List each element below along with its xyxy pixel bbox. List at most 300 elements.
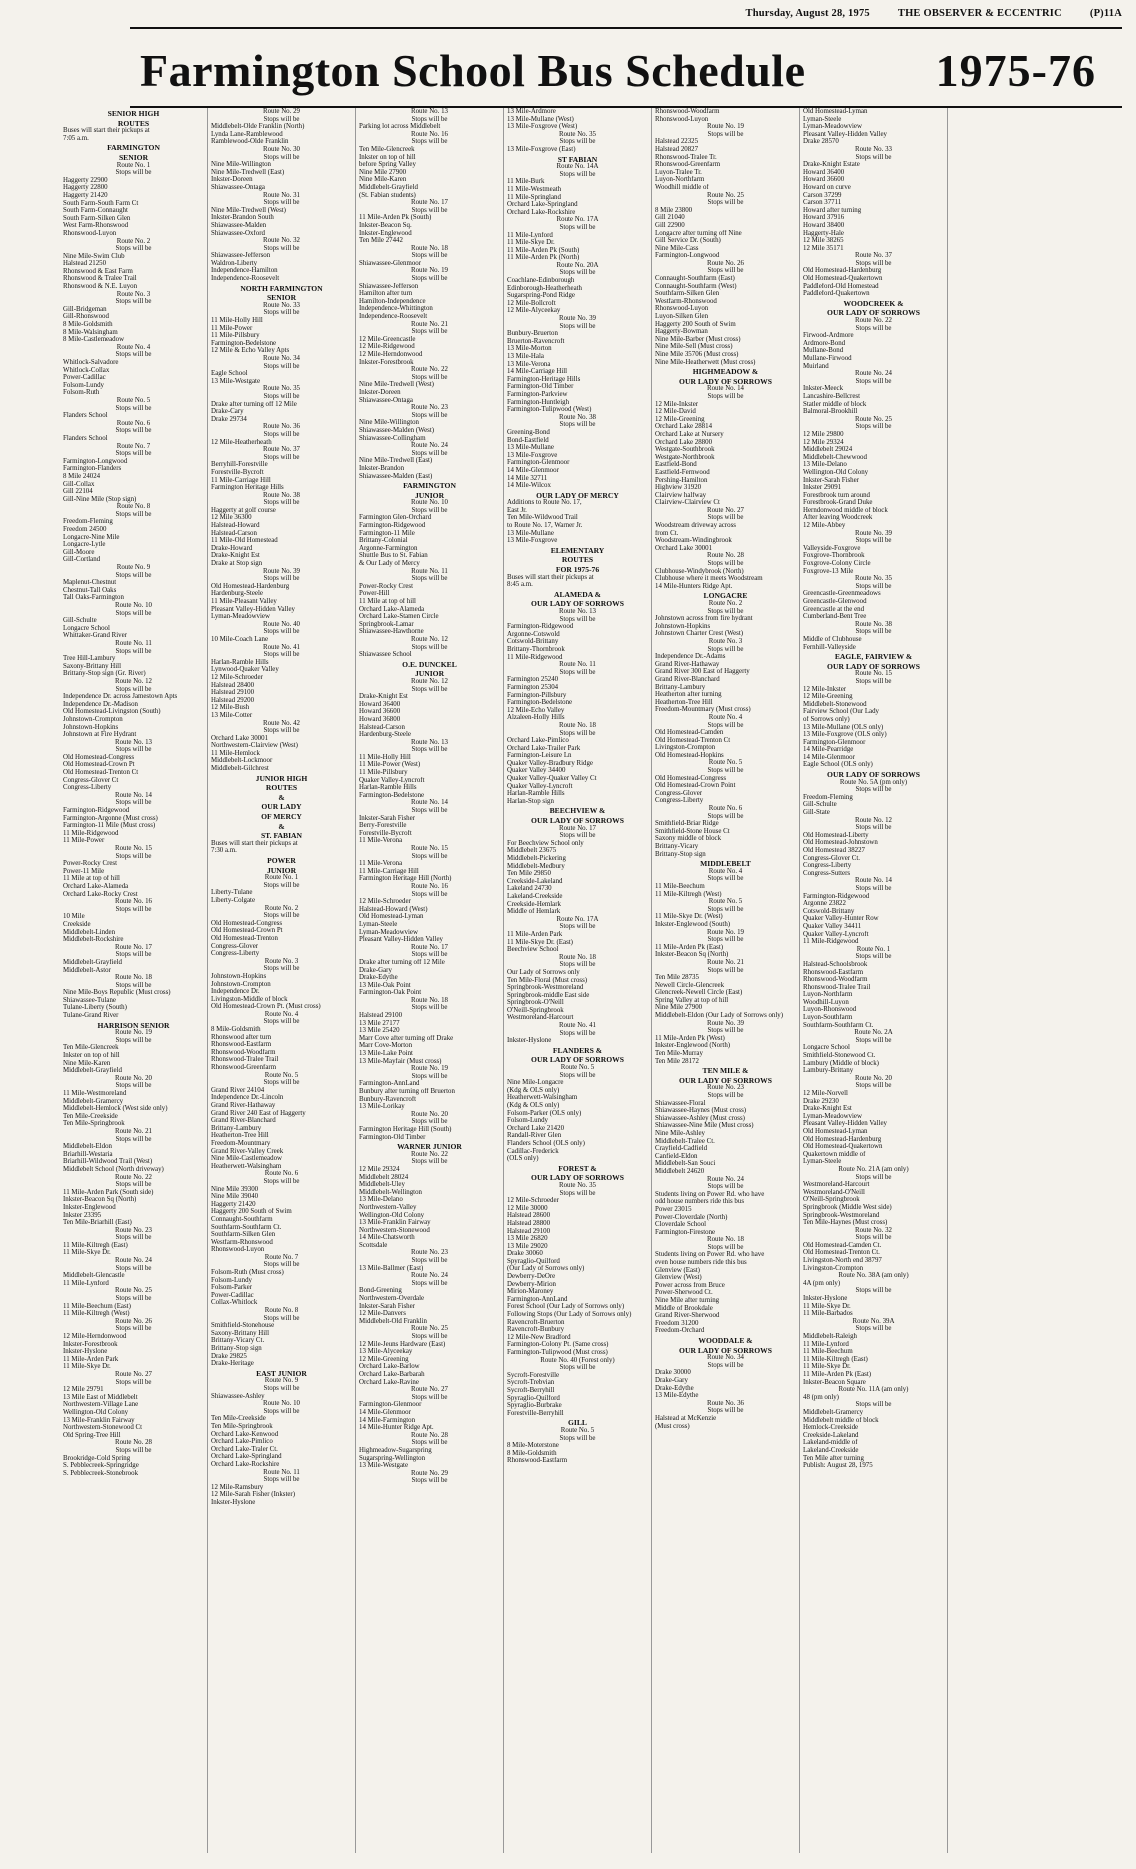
section-heading: TEN MILE & — [702, 1067, 749, 1075]
route-number: Route No. 36 — [707, 1399, 744, 1407]
stop-entry: 12 Mile-Greening — [359, 1355, 409, 1363]
stop-entry: Tall Oaks-Farmington — [63, 594, 124, 602]
route-number: Route No. 39 — [855, 529, 892, 537]
route-number: Route No. 27 — [411, 1386, 448, 1394]
route-number: Route No. 1 — [264, 874, 299, 882]
stop-entry: Folsom-Ruth (Must cross) — [211, 1269, 284, 1277]
stop-entry: Halstead 28400 — [211, 681, 255, 689]
stops-label: Stops will be — [707, 199, 744, 207]
section-heading: OUR LADY OF SORROWS — [827, 662, 920, 671]
stop-entry: Brittany-Stop sign — [211, 1345, 262, 1352]
stop-entry: Mirion-Maroney — [507, 1288, 554, 1296]
stops-label: Stops will be — [855, 953, 892, 961]
stop-entry: 11 Mile-Arden Pk (West) — [655, 1034, 725, 1042]
stop-entry: (Must cross) — [655, 1422, 690, 1430]
stop-entry: Farmington-AnnLand — [507, 1295, 568, 1303]
stop-entry: Creekside-Lakeland — [507, 877, 563, 885]
stop-entry: Lynwood-Quaker Valley — [211, 666, 279, 674]
stop-entry: 14 Mile-Farmington — [359, 1416, 416, 1424]
stop-entry: Middlebelt 29024 — [803, 446, 853, 454]
stop-entry: Old Homestead-Crown Pt — [63, 761, 135, 769]
stop-entry: Halstead 20827 — [655, 145, 699, 153]
stop-entry: 11 Mile-Kiltregh (East) — [803, 1355, 868, 1363]
stop-entry: 8 Mile-Walsingham — [63, 328, 118, 336]
stop-entry: 13 Mile-Edythe — [655, 1392, 699, 1400]
stop-entry: Power 23015 — [655, 1205, 692, 1213]
stops-label: Stops will be — [263, 881, 300, 889]
stops-label: Stops will be — [559, 223, 596, 231]
stop-entry: Quaker Valley-Lyncroft — [507, 782, 573, 790]
stop-entry: Old Homestead-Congress — [63, 753, 134, 761]
route-number: Route No. 4 — [708, 867, 743, 875]
stop-entry: Our Lady of Sorrows only — [507, 968, 580, 976]
stop-entry: Congress-Liberty — [211, 950, 260, 958]
stop-entry: 14 Mile-Glenmoor — [803, 753, 855, 761]
stops-label: Stops will be — [115, 245, 152, 253]
stop-entry: 13 Mile-Ardmore — [507, 108, 556, 115]
stops-label: Stops will be — [115, 1264, 152, 1272]
stops-label: Stops will be — [411, 373, 448, 381]
stop-entry: Luyon-Silken Glen — [655, 313, 709, 321]
stop-entry: 11 Mile-Skye Dr. — [507, 239, 555, 247]
route-number: Route No. 20 — [855, 1074, 892, 1082]
stop-entry: 12 Mile 35171 — [803, 244, 844, 252]
stop-entry: Inkster-Sarah Fisher — [359, 1302, 415, 1310]
section-heading: & — [278, 822, 285, 831]
header-rule — [130, 27, 1122, 29]
stop-entry: Farmington-Oak Point — [359, 989, 422, 997]
stop-entry: Drake-Knight Est — [803, 1105, 852, 1113]
stop-entry: Buses will start their pickups at — [63, 127, 150, 135]
stop-entry: Sugarspring-Pond Ridge — [507, 292, 575, 300]
stops-label: Stops will be — [411, 138, 448, 146]
stop-entry: 12 Mile 29791 — [63, 1386, 104, 1394]
stop-entry: Marr Cove-Morton — [359, 1042, 413, 1050]
stop-entry: 11 Mile-Skye Dr. — [803, 1363, 851, 1371]
route-number: Route No. 21 — [411, 320, 448, 328]
stop-entry: Gill-Schulte — [63, 617, 97, 625]
stop-entry: 11 Mile-Arden Pk (East) — [655, 943, 724, 951]
stop-entry: Congress-Liberty — [803, 862, 852, 870]
stop-entry: Johnstown Charter Crest (West) — [655, 630, 744, 638]
stop-entry: Orchard Lake-Springland — [507, 201, 578, 209]
stop-entry: Eastfield-Bond — [655, 461, 697, 469]
stop-entry: Power-11 Mile — [63, 867, 105, 875]
route-number: Route No. 5 — [708, 898, 743, 906]
stop-entry: 8 Mile-Goldsmith — [507, 1449, 557, 1457]
stops-label: Stops will be — [411, 449, 448, 457]
stop-entry: Longacre-Nine Mile — [63, 533, 120, 541]
route-number: Route No. 14 — [115, 791, 152, 799]
stop-entry: Ten Mile-Glencreek — [359, 145, 415, 153]
stop-entry: Rhonswood after turn — [211, 1033, 272, 1041]
stop-entry: 12 Mile-Norvell — [803, 1090, 848, 1097]
stops-label: Stops will be — [263, 499, 300, 507]
stops-label: Stops will be — [855, 1325, 892, 1333]
route-number: Route No. 18 — [559, 953, 596, 961]
stop-entry: South Farm-Connaught — [63, 207, 128, 215]
stop-entry: Longacre School — [803, 1044, 850, 1052]
route-number: Route No. 34 — [263, 355, 300, 362]
route-number: Route No. 11 — [411, 567, 448, 575]
stop-entry: Congress-Liberty — [63, 784, 112, 792]
school-year: 1975-76 — [935, 45, 1096, 96]
stop-entry: Haggerty at golf course — [211, 506, 276, 514]
section-heading: ELEMENTARY — [550, 546, 605, 555]
stops-label: Stops will be — [559, 1029, 596, 1037]
stop-entry: Pershing-Hamilton — [655, 476, 708, 484]
stop-entry: 14 Mile 32711 — [507, 474, 548, 482]
stop-entry: Drake 28570 — [803, 138, 839, 146]
stops-label: Stops will be — [115, 609, 152, 617]
stop-entry: Hemlock-Creekside — [803, 1424, 859, 1432]
stop-entry: 13 Mile-Westgate — [359, 1462, 409, 1470]
schedule-column — [60, 108, 208, 1853]
stop-entry: Inkster on top of hill — [63, 1052, 120, 1060]
stop-entry: 11 Mile-Skye Dr. (West) — [655, 913, 723, 921]
stop-entry: 12 Mile-Alyceekay — [507, 307, 561, 315]
stop-entry: Ten Mile-Floral (Must cross) — [507, 976, 588, 984]
stops-label: Stops will be — [559, 138, 596, 146]
stop-entry: Farmington-Longwood — [655, 252, 720, 260]
section-heading: JUNIOR HIGH — [255, 774, 308, 783]
stop-entry: Drake-Knight Est — [211, 552, 260, 560]
stops-label: Stops will be — [411, 807, 448, 815]
stop-entry: Tulane-Grand River — [63, 1012, 119, 1020]
stop-entry: 8 Mile-Castlemeadow — [63, 336, 125, 344]
route-number: Route No. 18 — [707, 1236, 744, 1244]
route-number: Route No. 10 — [263, 1400, 300, 1408]
stop-entry: Middlebelt-Rockshire — [63, 936, 124, 944]
stop-entry: Quaker Valley 34400 — [507, 767, 566, 775]
route-number: Route No. 37 — [855, 252, 892, 260]
stop-entry: Nine Mile-Willington — [211, 161, 272, 169]
stop-entry: Nine Mile 27900 — [655, 1004, 703, 1012]
stops-label: Stops will be — [411, 115, 448, 123]
stops-label: Stops will be — [855, 1082, 892, 1090]
stops-label: Stops will be — [559, 322, 596, 330]
stop-entry: 11 Mile-Power — [63, 837, 105, 845]
stop-entry: 12 Mile-Greening — [655, 415, 705, 423]
stop-entry: Ravencroft-Bruerton — [507, 1318, 565, 1326]
stop-entry: Halstead-Howard — [211, 522, 260, 530]
stop-entry: 12 Mile-Ramsbury — [211, 1483, 264, 1491]
stop-entry: Nine Mile 27900 — [359, 168, 407, 176]
stop-entry: Nine Mile 39300 — [211, 1185, 259, 1193]
stop-entry: Johnstown-Crompton — [211, 980, 271, 988]
stop-entry: Inkster-Forestbrook — [63, 1340, 118, 1348]
stop-entry: Middlebelt-Gilchrest — [211, 765, 269, 773]
stop-entry: 11 Mile-Beechum — [803, 1348, 853, 1356]
stops-label: Stops will be — [855, 884, 892, 892]
stops-label: Stops will be — [263, 1384, 300, 1392]
section-heading: LONGACRE — [703, 592, 748, 600]
stop-entry: Argonne-Farmington — [359, 544, 418, 552]
stop-entry: Woodhill middle of — [655, 183, 709, 191]
route-number: Route No. 4 — [264, 1010, 299, 1018]
stop-entry: Middle of Brookdale — [655, 1304, 713, 1312]
stop-entry: before Spring Valley — [359, 161, 416, 169]
stops-label: Stops will be — [411, 643, 448, 651]
stop-entry: 11 Mile-Arden Park (South side) — [63, 1188, 154, 1196]
stop-entry: Creekside-Lakeland — [803, 1431, 859, 1439]
stop-entry: Ardmore-Bond — [803, 339, 846, 347]
stop-entry: Orchard Lake 30001 — [211, 734, 269, 742]
stop-entry: Middlebelt-Medbury — [507, 862, 565, 870]
stop-entry: Paddleford-Old Homestead — [803, 282, 879, 290]
route-number: Route No. 13 — [411, 738, 448, 746]
stops-label: Stops will be — [559, 1189, 596, 1197]
stops-label: Stops will be — [263, 153, 300, 161]
stops-label: Stops will be — [115, 852, 152, 860]
route-number: Route No. 22 — [411, 366, 448, 374]
stops-label: Stops will be — [707, 812, 744, 820]
stops-label: Stops will be — [855, 1173, 892, 1181]
stop-entry: Ravencroft-Bunbury — [507, 1326, 565, 1334]
stop-entry: Heatherton after turning — [655, 691, 722, 699]
stop-entry: Forestville-Berryhill — [507, 1409, 564, 1417]
stop-entry: Power-Rocky Crest — [359, 582, 414, 590]
stop-entry: Orchard Lake at Nursery — [655, 430, 724, 438]
stop-entry: Publish: August 28, 1975 — [803, 1462, 873, 1470]
stop-entry: Luyon-Tralee Tr. — [655, 168, 702, 176]
stop-entry: Nine Mile-Tredwell (West) — [211, 206, 286, 214]
section-heading: SENIOR — [118, 153, 149, 162]
stop-entry: Drake after turning off 12 Mile — [211, 400, 297, 408]
stop-entry: Halstead at McKenzie — [655, 1414, 717, 1422]
stop-entry: Bond-Eastfield — [507, 436, 549, 444]
route-number: Route No. 1 — [856, 945, 891, 953]
stops-label: Stops will be — [411, 328, 448, 336]
stop-entry: Drake-Gary — [655, 1376, 688, 1384]
stop-entry: Farmington-Flanders — [63, 465, 122, 473]
stop-entry: Wellington-Old Colony — [359, 1211, 425, 1219]
stop-entry: Farmington-Glenmoor — [359, 1401, 422, 1409]
section-heading: MIDDLEBELT — [700, 860, 751, 868]
stop-entry: After leaving Woodcreek — [803, 514, 873, 522]
stop-entry: 11 Mile-Power (West) — [359, 761, 421, 769]
section-heading: OUR LADY OF SORROWS — [679, 377, 772, 386]
stop-entry: 13 Mile 25420 — [359, 1027, 400, 1035]
stop-entry: Howard 36600 — [803, 176, 845, 184]
stop-entry: O'Neill-Springbrook — [803, 1196, 860, 1204]
stop-entry: Old Homestead-Camden Ct. — [803, 1241, 882, 1249]
stop-entry: 11 Mile-Kiltregh (West) — [63, 1310, 130, 1318]
stop-entry: Briarhill-Wildwood Trail (West) — [63, 1158, 153, 1166]
stop-entry: Whittaker-Grand River — [63, 632, 127, 640]
stop-entry: (Our Lady of Sorrows only) — [507, 1265, 585, 1273]
stop-entry: Independence-Hamilton — [211, 267, 278, 275]
stop-entry: 11 Mile-Arden Pk (North) — [507, 254, 580, 262]
stop-entry: Connaught-Southfarm — [211, 1215, 273, 1223]
stop-entry: 13 Mile-Delano — [803, 461, 847, 469]
route-number: Route No. 27 — [707, 506, 744, 514]
stop-entry: Saxony middle of block — [655, 835, 722, 843]
stop-entry: Orchard Lake-Rockshire — [507, 208, 576, 216]
stop-entry: 11 Mile-Arden Park — [63, 1355, 119, 1363]
route-number: Route No. 11 — [263, 1468, 300, 1476]
stop-entry: 12 Mile-Heatherheath — [211, 438, 272, 446]
stops-label: Stops will be — [115, 951, 152, 959]
stop-entry: Lyman-Steele — [359, 920, 398, 928]
section-heading: NORTH FARMINGTON — [240, 284, 323, 293]
stop-entry: Clairview halfway — [655, 491, 707, 499]
stop-entry: 11 Mile-Carriage Hill — [211, 476, 271, 484]
stops-label: Stops will be — [411, 1257, 448, 1265]
stops-label: Stops will be — [707, 966, 744, 974]
stop-entry: Inkster-Brandon South — [211, 214, 274, 222]
stop-entry: Rhonswood-Greenfarm — [211, 1064, 277, 1072]
stop-entry: Power-Cadillac — [211, 1291, 254, 1299]
stop-entry: 13 Mile-Hala — [507, 353, 544, 360]
stop-entry: Power-Cloverdale (North) — [655, 1213, 728, 1221]
stops-label: Stops will be — [411, 411, 448, 419]
stops-label: Stops will be — [263, 912, 300, 920]
stop-entry: Middlebelt-Lockmoor — [211, 757, 273, 765]
route-number: Route No. 7 — [264, 1253, 299, 1261]
page-header-line — [130, 8, 1122, 24]
route-number: Route No. 10 — [411, 499, 448, 507]
stop-entry: Heatherwett-Walsingham — [507, 1094, 578, 1102]
stop-entry: Springbrook-middle East side — [507, 991, 590, 999]
stop-entry: Lyman-Steele — [803, 1158, 842, 1166]
stop-entry: Shiawassee-Haynes (Must cross) — [655, 1107, 747, 1115]
stops-label: Stops will be — [263, 575, 300, 583]
stop-entry: 8 Mile-Goldsmith — [63, 321, 113, 329]
stop-entry: Chestnut-Tall Oaks — [63, 586, 117, 594]
stop-entry: Balmoral-Brookhill — [803, 408, 858, 416]
stop-entry: Rhonswood-Tralee Tr. — [655, 153, 717, 161]
stops-label: Stops will be — [115, 1082, 152, 1090]
section-heading: ROUTES — [561, 556, 594, 565]
stop-entry: Shiawassee-Tulane — [63, 996, 116, 1004]
stops-label: Stops will be — [707, 936, 744, 944]
stop-entry: Nine Mile-Tredwell (East) — [211, 168, 285, 176]
stop-entry: 13 Mile-Mullane (West) — [507, 115, 574, 123]
stop-entry: Orchard Lake-Barlow — [359, 1363, 420, 1371]
route-number: Route No. 6 — [708, 805, 743, 813]
stop-entry: Pleasant Valley-Hidden Valley — [803, 1120, 887, 1128]
stop-entry: Mullane-Bond — [803, 347, 844, 355]
route-number: Route No. 24 — [411, 442, 448, 450]
stop-entry: Haggerty-Hale — [803, 229, 844, 237]
stop-entry: Farmington-Bedelstone — [507, 699, 573, 707]
stop-entry: Freedom-Mountmary (Must cross) — [655, 706, 751, 714]
stop-entry: Springbrook (Middle West side) — [803, 1203, 892, 1211]
section-heading: OF MERCY — [261, 813, 302, 821]
stop-entry: 11 Mile-Westmoreland — [63, 1090, 127, 1097]
stop-entry: Brittany-Vicary Ct. — [211, 1337, 265, 1345]
stop-entry: 11 Mile-Old Homestead — [211, 537, 278, 545]
stop-entry: Heatherton-Tree Hill — [211, 1132, 269, 1140]
stop-entry: Connaught-Southfarm (West) — [655, 282, 737, 290]
stops-label: Stops will be — [263, 1018, 300, 1026]
stop-entry: 10 Mile-Coach Lane — [211, 635, 269, 643]
stop-entry: 11 Mile-Beechum (East) — [63, 1302, 131, 1310]
stops-label: Stops will be — [707, 607, 744, 615]
route-number: Route No. 14 — [855, 877, 892, 885]
route-number: Route No. 12 — [411, 677, 448, 685]
stops-label: Stops will be — [559, 1434, 596, 1442]
route-number: Route No. 37 — [263, 446, 300, 454]
stops-label: Stops will be — [115, 647, 152, 655]
stop-entry: Buses will start their pickups at — [507, 573, 594, 581]
stop-entry: 13 Mile-Mayfair (Must cross) — [359, 1057, 442, 1065]
stops-label: Stops will be — [115, 169, 152, 177]
stop-entry: 11 Mile-Pillsbury — [211, 332, 260, 340]
stop-entry: Middlebelt 24620 — [655, 1167, 705, 1175]
stops-label: Stops will be — [263, 1079, 300, 1087]
stops-label: Stops will be — [707, 1183, 744, 1191]
stop-entry: Old Homestead 38227 — [803, 847, 866, 854]
stop-entry: Halstead 28800 — [507, 1219, 551, 1227]
stop-entry: Farmington-Pillsbury — [507, 691, 567, 699]
stop-entry: Old Homestead-Trenton Ct. — [803, 1249, 880, 1257]
stop-entry: Lyman-Steele — [803, 115, 842, 123]
stop-entry: Old Homestead-Crown Pt — [211, 927, 283, 935]
route-number: Route No. 27 — [115, 1370, 152, 1378]
stop-entry: Inkster on top of hill — [359, 153, 416, 161]
stop-entry: Livingston-Crompton — [655, 744, 716, 752]
route-number: Route No. 32 — [263, 237, 300, 245]
stop-entry: Shiawassee-Jefferson — [359, 282, 419, 290]
stops-label: Stops will be — [115, 298, 152, 306]
stop-entry: Highview 31920 — [655, 484, 702, 492]
stops-label: Stops will be — [263, 115, 300, 123]
stop-entry: 13 Mile 26820 — [507, 1235, 548, 1243]
stop-entry: 11 Mile-Skye Dr. — [63, 1249, 111, 1257]
stop-entry: Quaker Valley-Hunter Row — [803, 915, 879, 923]
stop-entry: 8 Mile 23800 — [655, 206, 693, 214]
stop-entry: Orchard Lake 21420 — [507, 1124, 565, 1132]
stop-entry: Drake-Knight Est — [359, 693, 408, 701]
stops-label: Stops will be — [707, 1407, 744, 1415]
stop-entry: Spyraglio-Burbrake — [507, 1402, 562, 1410]
route-number: Route No. 28 — [411, 1431, 448, 1439]
stop-entry: 13 Mile 27177 — [359, 1019, 400, 1027]
stop-entry: Drake after turning off 12 Mile — [359, 958, 445, 966]
stop-entry: Johnstown across from fire hydrant — [655, 615, 753, 623]
stops-label: Stops will be — [263, 727, 300, 735]
stops-label: Stops will be — [263, 965, 300, 973]
stop-entry: Farmington-Tulipwood (West) — [507, 406, 592, 414]
stop-entry: 13 Mile-Delano — [359, 1196, 403, 1204]
stop-entry: Inkster-Beacon Sq (North) — [655, 951, 729, 959]
stops-label: Stops will be — [707, 1243, 744, 1251]
stop-entry: Power across from Bruce — [655, 1281, 725, 1289]
stop-entry: 48 (pm only) — [803, 1393, 839, 1401]
stop-entry: O'Neill-Springbrook — [507, 1006, 564, 1014]
stop-entry: Congress-Glover Ct. — [803, 854, 861, 862]
stops-label: Stops will be — [855, 1234, 892, 1242]
stops-label: Stops will be — [411, 685, 448, 693]
stop-entry: Congress-Glover — [655, 789, 703, 797]
section-heading: HARRISON SENIOR — [97, 1021, 170, 1030]
stops-label: Stops will be — [559, 729, 596, 737]
section-heading: BEECHVIEW & — [549, 807, 606, 816]
stop-entry: Middlebelt-Gramercy — [63, 1097, 124, 1105]
stop-entry: Orchard Lake-Alameda — [359, 605, 425, 613]
stop-entry: Middlebelt-San Souci — [655, 1160, 716, 1168]
stop-entry: Lyman-Meadowview — [211, 613, 270, 621]
route-number: Route No. 32 — [855, 1226, 892, 1234]
stop-entry: Luyon-Northfarm — [655, 176, 705, 184]
stop-entry: 11 Mile at top of hill — [63, 875, 120, 883]
stop-entry: Old Homestead-Lyman — [803, 1127, 868, 1135]
stop-entry: Orchard Lake-Pimlico — [211, 1438, 273, 1446]
stop-entry: Nine Mile-Boys Republic (Must cross) — [63, 989, 171, 997]
stop-entry: Shiawassee-Jefferson — [211, 252, 271, 260]
